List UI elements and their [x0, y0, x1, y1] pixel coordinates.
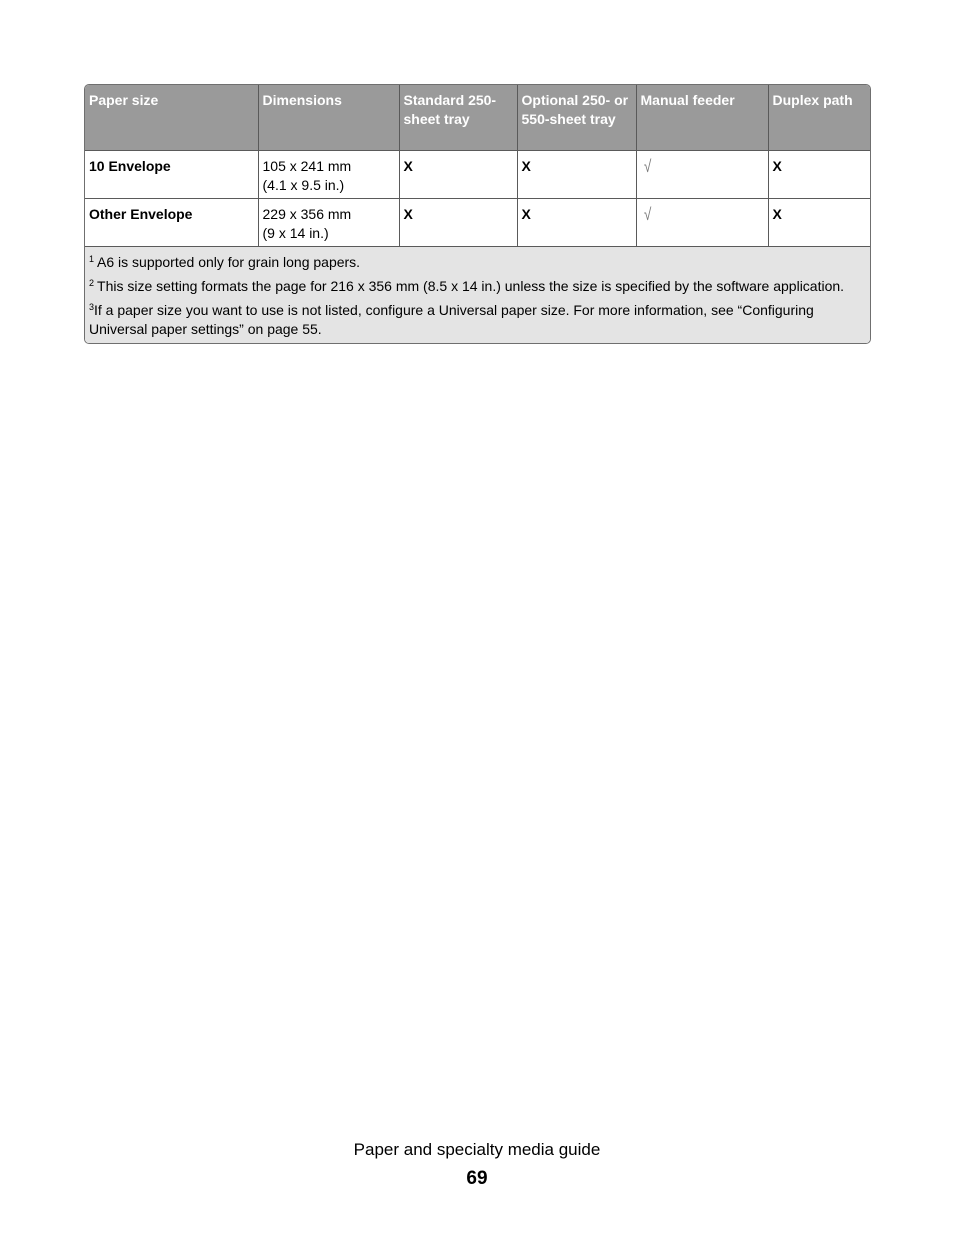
cell-standard-tray: X: [399, 151, 517, 199]
dimensions-metric: 105 x 241 mm: [262, 158, 352, 174]
page-footer: [0, 1138, 954, 1192]
cell-duplex-path: X: [768, 151, 870, 199]
footnote: [89, 277, 866, 296]
header-optional-tray: Optional 250- or 550-sheet tray: [517, 85, 636, 151]
cell-manual-feeder: [636, 151, 768, 199]
dimensions-metric: 229 x 356 mm: [262, 206, 352, 222]
header-paper-size: Paper size: [85, 85, 258, 151]
footnote-text: A6 is supported only for grain long papers.: [97, 254, 361, 270]
page-number: 69: [466, 1168, 488, 1189]
paper-size-table-container: [84, 84, 871, 344]
footnote-number: 2: [89, 278, 95, 288]
footnote-text: This size setting formats the page for 216 x 356 mm (8.5 x 14 in.) unless the size is specified by the software application.: [97, 278, 845, 294]
cell-paper-size: Other Envelope: [85, 199, 258, 247]
header-dimensions: Dimensions: [258, 85, 399, 151]
cell-optional-tray: X: [517, 199, 636, 247]
table-row: [85, 199, 870, 247]
checkmark-icon: √: [643, 157, 651, 176]
cell-paper-size: 10 Envelope: [85, 151, 258, 199]
footer-title: Paper and specialty media guide: [353, 1140, 601, 1159]
footnote: [89, 253, 866, 272]
dimensions-imperial: (4.1 x 9.5 in.): [262, 177, 345, 193]
footnote-text: If a paper size you want to use is not listed, configure a Universal paper size. For more information, see “Configuring Universal paper settings” on page 55.: [89, 302, 814, 337]
cell-dimensions: [258, 151, 399, 199]
cell-manual-feeder: [636, 199, 768, 247]
header-duplex-path: Duplex path: [768, 85, 870, 151]
footnote: [89, 301, 866, 339]
paper-size-table: [85, 85, 870, 247]
header-manual-feeder: Manual feeder: [636, 85, 768, 151]
header-standard-tray: Standard 250-sheet tray: [399, 85, 517, 151]
table-footnotes: [85, 247, 870, 343]
cell-standard-tray: X: [399, 199, 517, 247]
cell-dimensions: [258, 199, 399, 247]
footnote-number: 1: [89, 254, 95, 264]
footnote-number: 3: [89, 302, 95, 312]
table-header-row: [85, 85, 870, 151]
cell-duplex-path: X: [768, 199, 870, 247]
dimensions-imperial: (9 x 14 in.): [262, 225, 329, 241]
checkmark-icon: √: [643, 205, 651, 224]
cell-optional-tray: X: [517, 151, 636, 199]
table-row: [85, 151, 870, 199]
